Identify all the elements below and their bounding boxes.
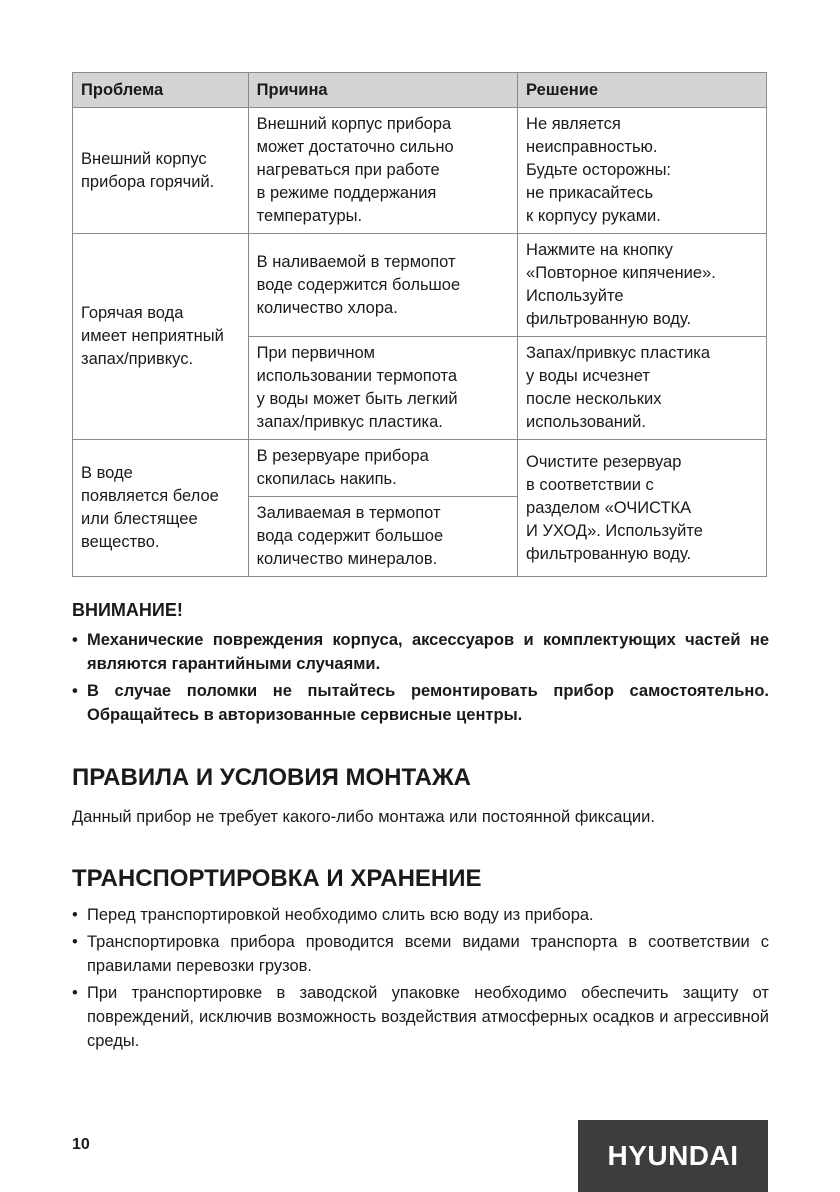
warning-item: • Механические повреждения корпуса, аксессуаров и комплектующих частей не являются гарантийными случаями. — [72, 628, 769, 676]
problem-cell: Внешний корпус прибора горячий. — [73, 108, 249, 234]
header-solution: Решение — [518, 73, 767, 108]
solution-cell: Запах/привкус пластика у воды исчезнет после нескольких использований. — [518, 337, 767, 440]
cause-cell: Заливаемая в термопот вода содержит большое количество минералов. — [248, 497, 517, 577]
page-number: 10 — [72, 1136, 90, 1153]
cause-cell: Внешний корпус прибора может достаточно сильно нагреваться при работе в режиме поддержания температуры. — [248, 108, 517, 234]
warning-title: ВНИМАНИЕ! — [72, 600, 183, 620]
brand-name: HYUNDAI — [607, 1140, 739, 1171]
problem-cell: Горячая вода имеет неприятный запах/привкус. — [73, 234, 249, 440]
problem-cell: В воде появляется белое или блестящее вещество. — [73, 440, 249, 577]
solution-cell: Не является неисправностью. Будьте осторожны: не прикасайтесь к корпусу руками. — [518, 108, 767, 234]
hyundai-logo — [578, 1120, 768, 1192]
solution-cell: Очистите резервуар в соответствии с разделом «ОЧИСТКА И УХОД». Используйте фильтрованную воду. — [518, 440, 767, 577]
cause-cell: В резервуаре прибора скопилась накипь. — [248, 440, 517, 497]
transport-item: • Перед транспортировкой необходимо слить всю воду из прибора. — [72, 903, 769, 927]
installation-text: Данный прибор не требует какого-либо монтажа или постоянной фиксации. — [72, 808, 655, 826]
installation-title: ПРАВИЛА И УСЛОВИЯ МОНТАЖА — [72, 764, 471, 791]
transport-item: • Транспортировка прибора проводится всеми видами транспорта в соответствии с правилами перевозки грузов. — [72, 930, 769, 978]
table-header-row — [73, 73, 767, 108]
header-cause: Причина — [248, 73, 517, 108]
table-row — [73, 234, 767, 337]
header-problem: Проблема — [73, 73, 249, 108]
troubleshooting-table — [72, 72, 767, 577]
transport-item: • При транспортировке в заводской упаковке необходимо обеспечить защиту от повреждений, исключив возможность воздействия атмосферных осадков и агрессивной среды. — [72, 981, 769, 1053]
warning-item: • В случае поломки не пытайтесь ремонтировать прибор самостоятельно. Обращайтесь в авторизованные сервисные центры. — [72, 679, 769, 727]
table-row — [73, 108, 767, 234]
solution-cell: Нажмите на кнопку «Повторное кипячение». Используйте фильтрованную воду. — [518, 234, 767, 337]
transport-list — [72, 903, 769, 1053]
transport-title: ТРАНСПОРТИРОВКА И ХРАНЕНИЕ — [72, 865, 482, 892]
cause-cell: В наливаемой в термопот воде содержится большое количество хлора. — [248, 234, 517, 337]
cause-cell: При первичном использовании термопота у воды может быть легкий запах/привкус пластика. — [248, 337, 517, 440]
warning-list — [72, 628, 769, 727]
table-row — [73, 440, 767, 497]
